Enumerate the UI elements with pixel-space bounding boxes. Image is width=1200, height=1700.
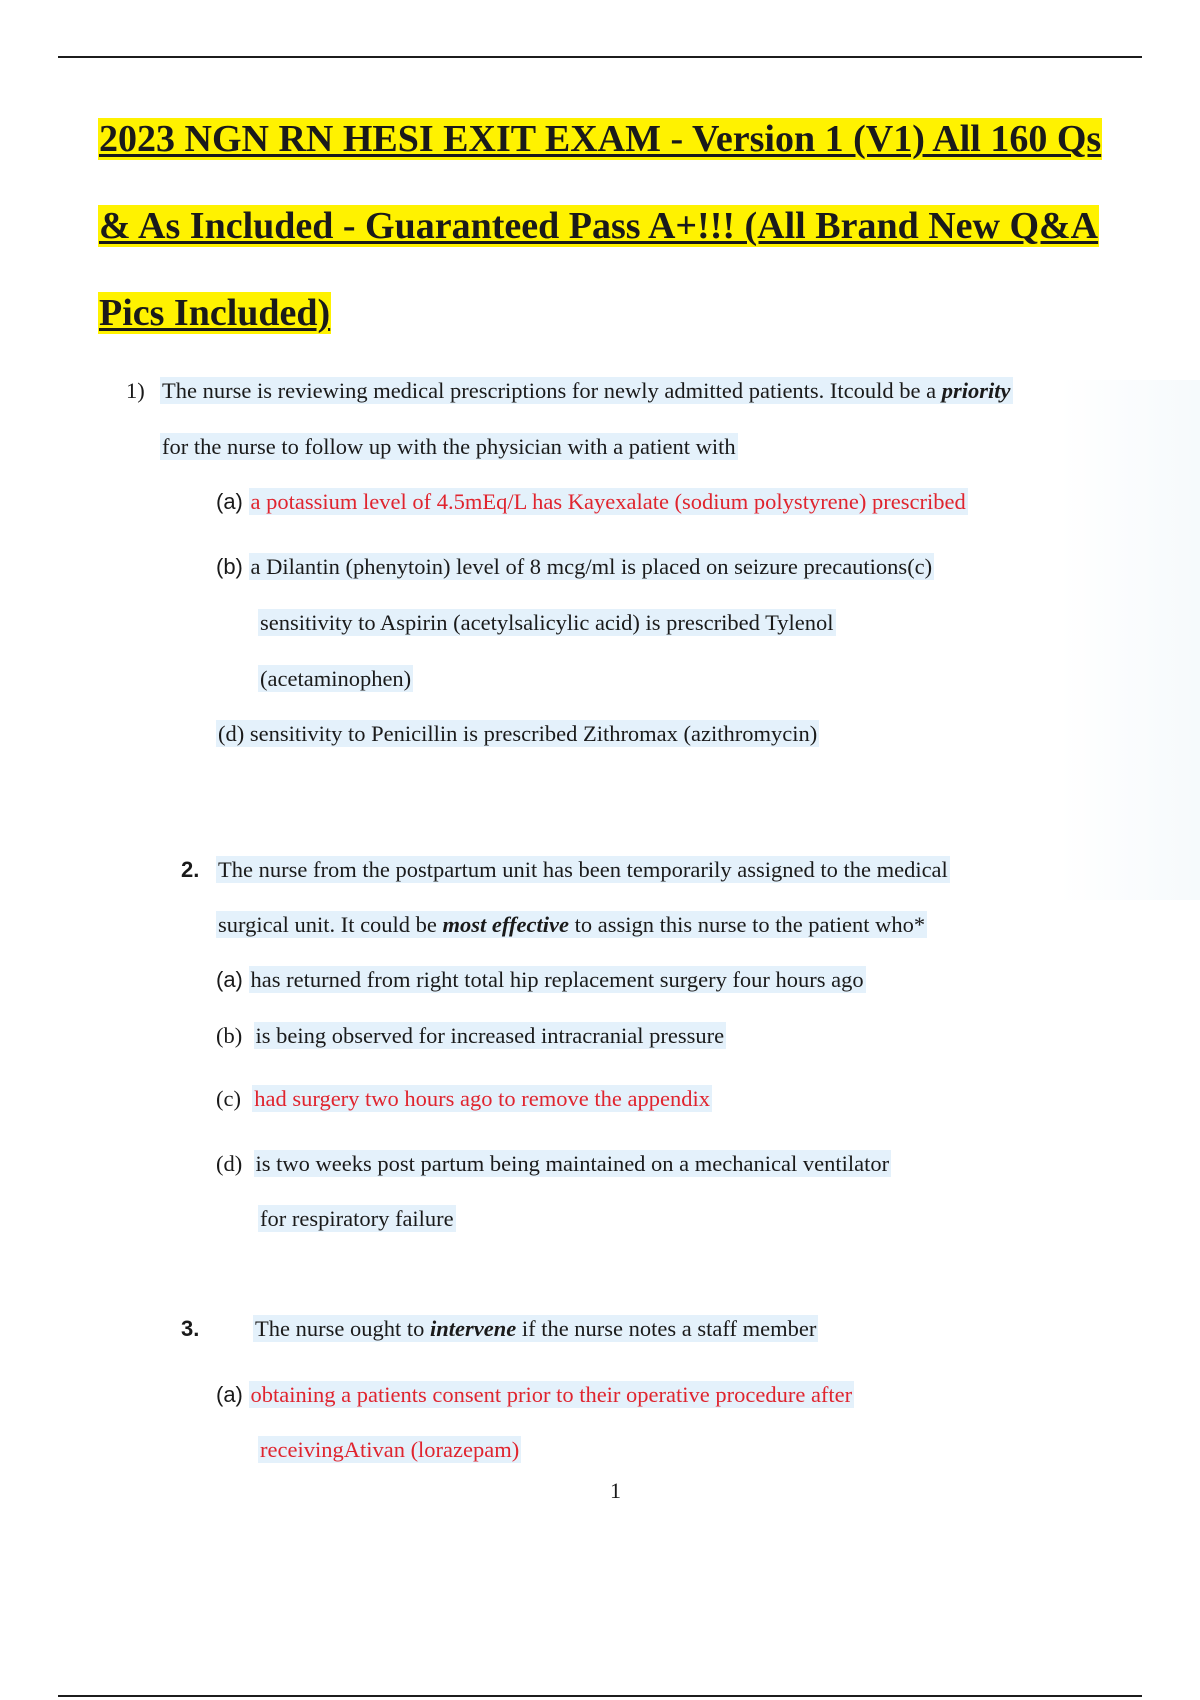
bottom-rule [58,1695,1142,1697]
q1-option-d: (d) sensitivity to Penicillin is prescribed Zithromax (azithromycin) [218,721,818,746]
q1-option-b: (b) a Dilantin (phenytoin) level of 8 mcg/ml is placed on seizure precautions(c) [216,554,933,579]
q1-option-b-text: a Dilantin (phenytoin) level of 8 mcg/ml is placed on seizure precautions(c) [250,554,933,579]
q1-option-a: (a) a potassium level of 4.5mEq/L has Kayexalate (sodium polystyrene) prescribed [216,489,966,514]
page-number: 1 [610,1478,621,1503]
q3-option-a-line-2: receivingAtivan (lorazepam) [260,1437,520,1462]
q2-emphasis: most effective [442,912,569,937]
q2-stem-line-2: surgical unit. It could be most effective to assign this nurse to the patient who* [218,912,926,937]
q1-option-c-line-1: sensitivity to Aspirin (acetylsalicylic acid) is prescribed Tylenol [260,610,834,635]
q2-option-d-line-2: for respiratory failure [260,1206,454,1231]
q3-stem: The nurse ought to intervene if the nurse notes a staff member [255,1316,817,1341]
q2-option-a: (a) has returned from right total hip replacement surgery four hours ago [216,967,864,992]
q3-number: 3. [181,1316,200,1341]
title-line-1: 2023 NGN RN HESI EXIT EXAM - Version 1 (V1) All 160 Qs [99,118,1102,160]
title-line-2: & As Included - Guaranteed Pass A+!!! (All Brand New Q&A [99,205,1099,247]
q2-option-c: (c) had surgery two hours ago to remove the appendix [216,1086,710,1111]
q1-option-c-line-2: (acetaminophen) [260,666,412,691]
page-shadow [1060,380,1200,900]
q2-option-b: (b) is being observed for increased intracranial pressure [216,1023,725,1048]
top-rule [58,56,1142,58]
q3-option-a: (a) obtaining a patients consent prior to their operative procedure after [216,1382,853,1407]
q1-stem-line-1: The nurse is reviewing medical prescriptions for newly admitted patients. Itcould be a priority [162,378,1011,403]
q2-option-d: (d) is two weeks post partum being maintained on a mechanical ventilator [216,1151,890,1176]
q1-option-a-text: a potassium level of 4.5mEq/L has Kayexalate (sodium polystyrene) prescribed [250,489,966,514]
q2-number: 2. [181,857,200,882]
q3-emphasis: intervene [429,1316,517,1341]
q1-emphasis: priority [941,378,1011,403]
q1-stem-line-2: for the nurse to follow up with the physician with a patient with [162,434,736,459]
q2-stem-line-1: The nurse from the postpartum unit has been temporarily assigned to the medical [218,857,948,882]
q1-number: 1) [126,378,145,403]
title-line-3: Pics Included) [99,292,331,334]
